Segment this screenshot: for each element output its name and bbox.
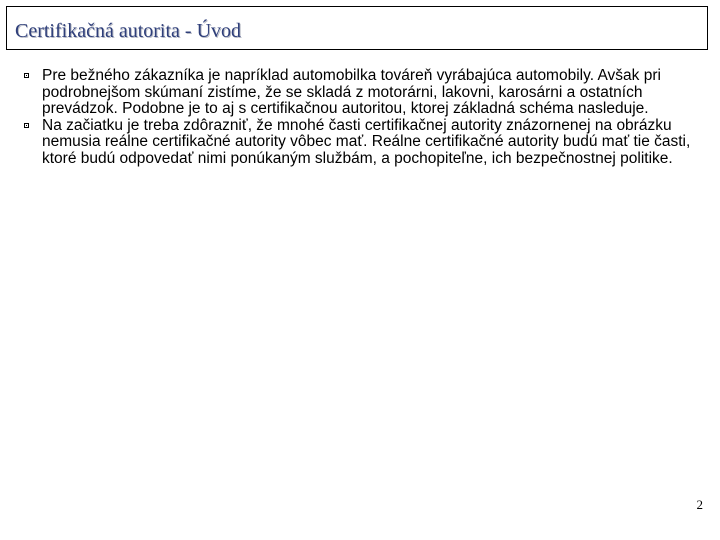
bullet-list [24, 68, 704, 167]
bullet-text: Na začiatku je treba zdôrazniť, že mnohé časti certifikačnej autority znázornenej na obrázku nemusia reálne certifikačné autority vôbec mať. Reálne certifikačné autority budú mať tie časti, ktoré budú odpovedať nimi ponúkaným službám, a pochopiteľne, ich bezpečnostnej politike. [42, 116, 691, 167]
title-box [6, 6, 708, 50]
slide-title: Certifikačná autorita - Úvod [15, 20, 242, 42]
bullet-item [24, 118, 704, 168]
page-number: 2 [696, 497, 703, 512]
bullet-item [24, 68, 704, 118]
bullet-text: Pre bežného zákazníka je napríklad automobilka továreň vyrábajúca automobily. Avšak pri podrobnejšom skúmaní zistíme, že se skladá z motorárni, lakovni, karosárni a ostatních prevádzok. Podobne je to aj s certifikačnou autoritou, ktorej základná schéma nasleduje. [42, 67, 661, 117]
square-bullet-icon [24, 123, 29, 128]
square-bullet-icon [24, 73, 29, 78]
